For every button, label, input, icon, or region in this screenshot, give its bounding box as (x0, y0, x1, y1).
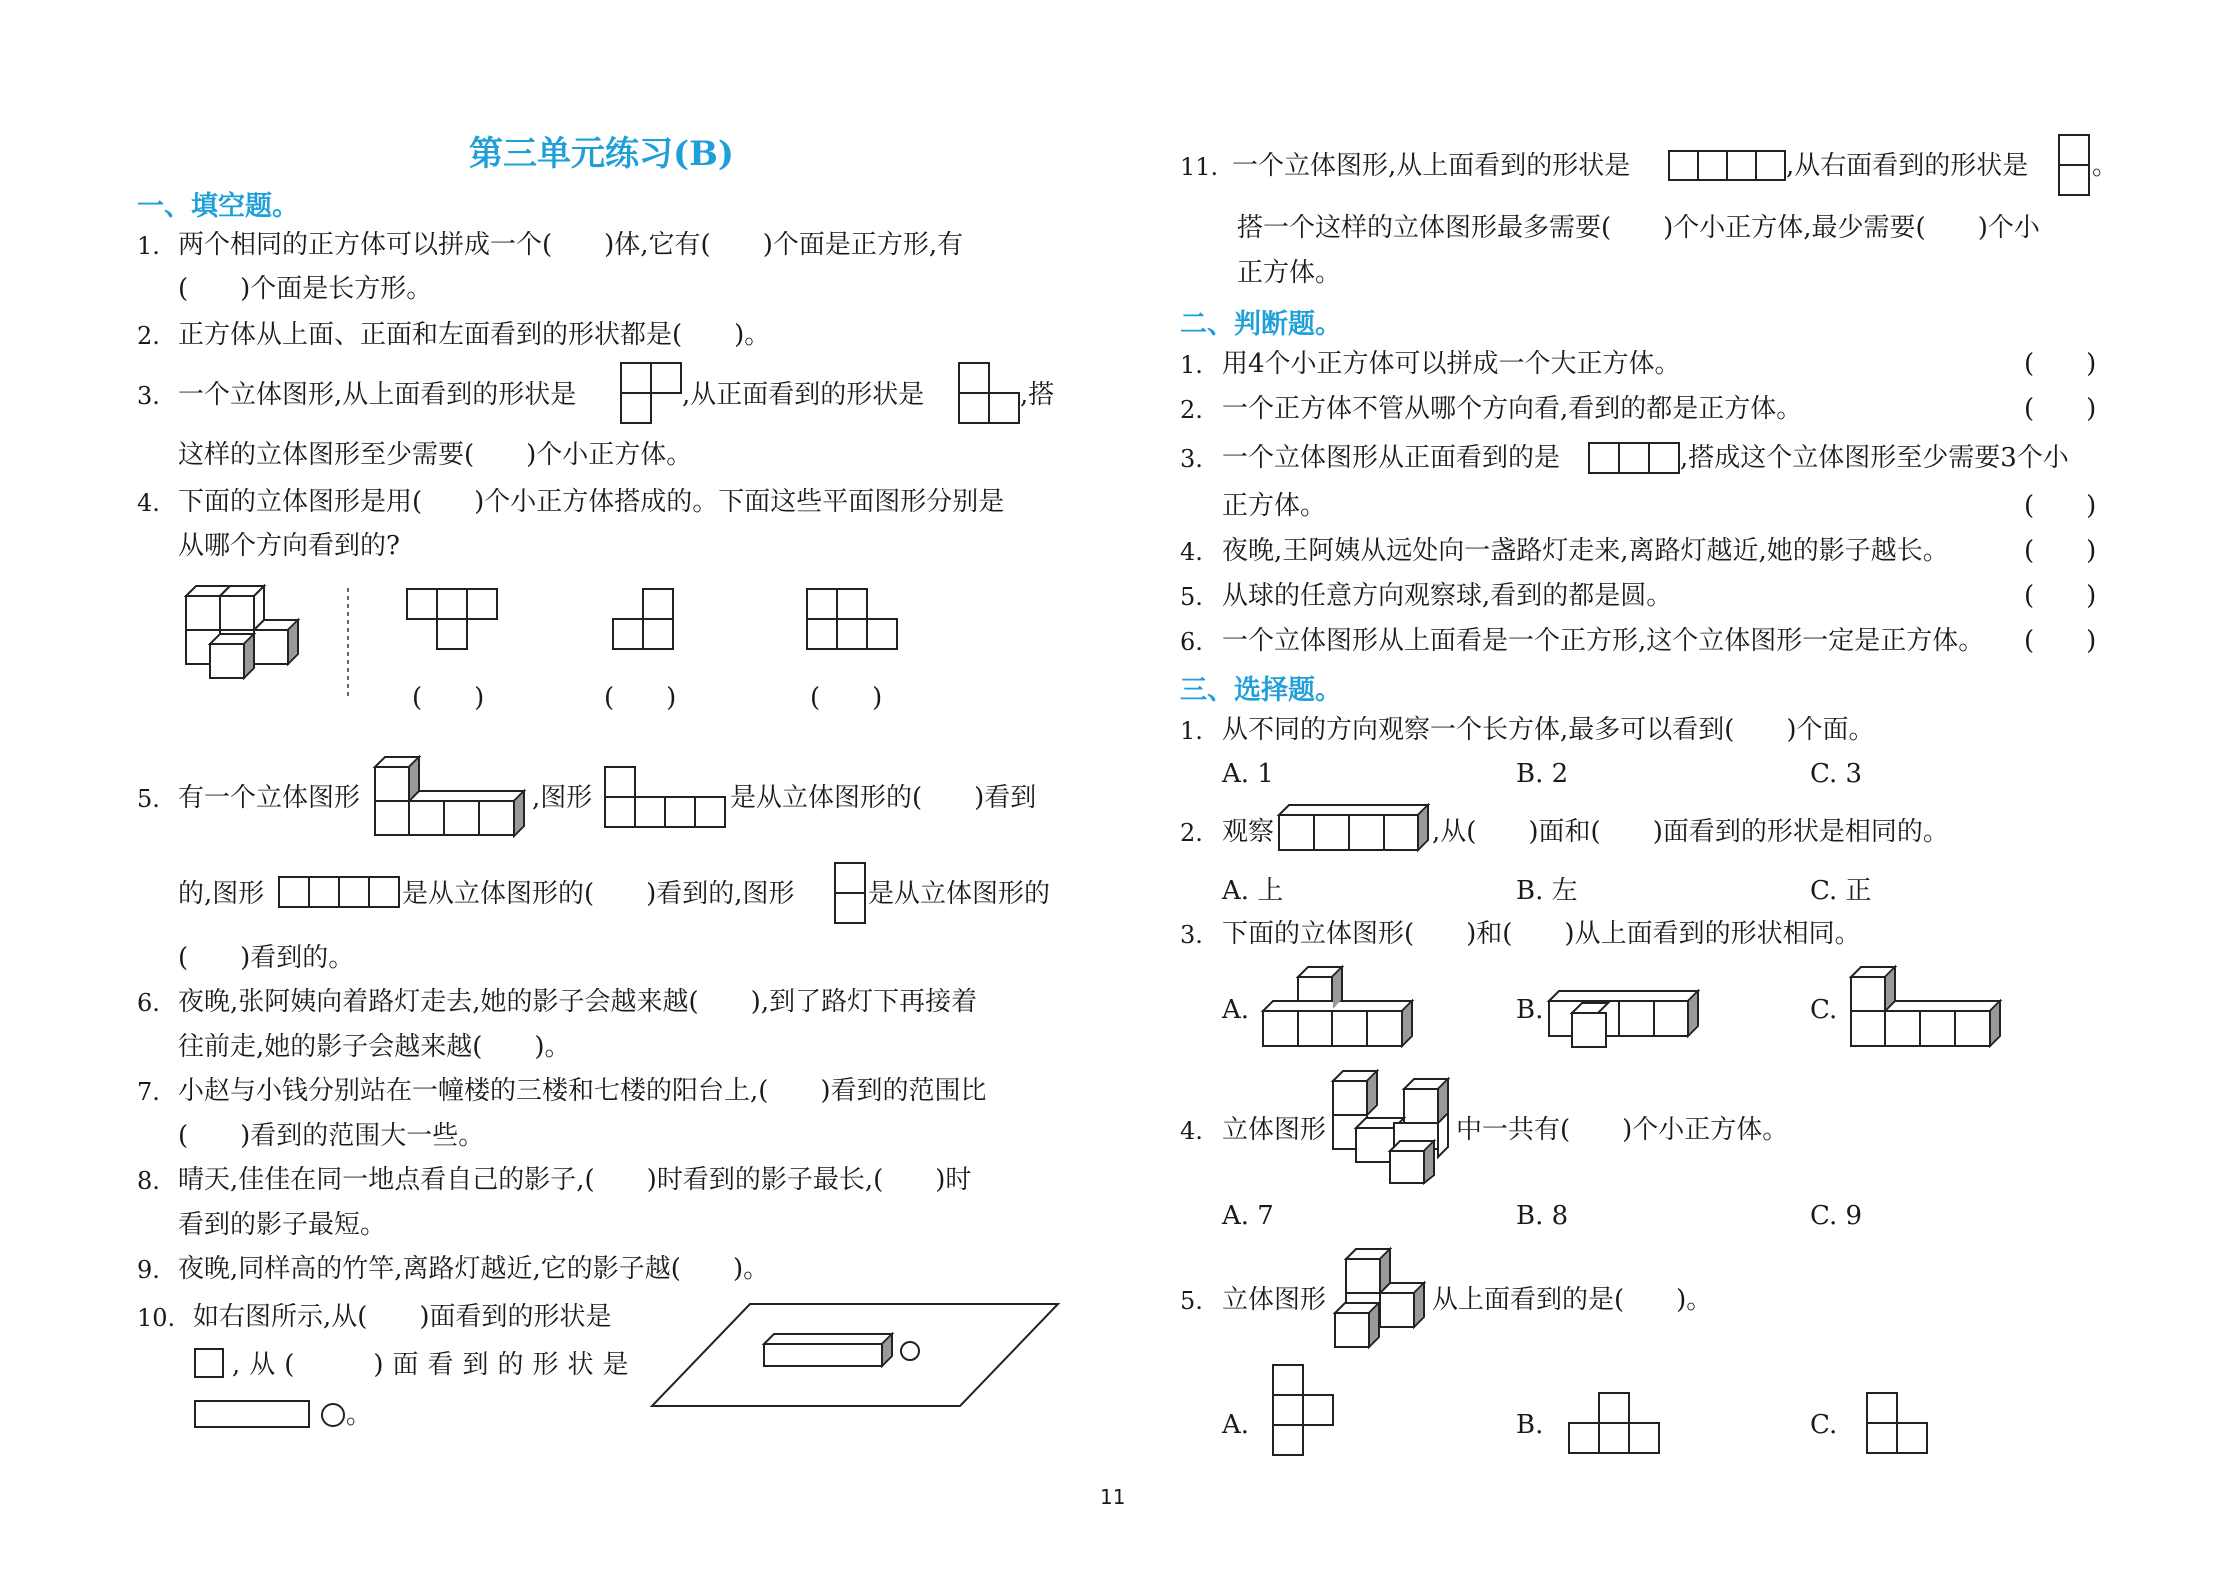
dashed-divider (346, 588, 350, 700)
choice-q1-option-c[interactable]: C. 3 (1810, 759, 1863, 789)
q11-top-view-figure (1668, 150, 1786, 182)
section-fill-heading: 一、填空题。 (137, 191, 299, 222)
q-number: 2. (1180, 396, 1203, 424)
q5-view-figure-2 (278, 876, 400, 908)
q4-answer-blank-3[interactable]: ( ) (810, 683, 883, 713)
choice-q5-figure-a (1272, 1364, 1336, 1458)
fill-q11-line3: 正方体。 (1237, 258, 1342, 288)
fill-q10-line2: ,从( )面看到的形状是 (232, 1350, 638, 1380)
choice-q4-option-b[interactable]: B. 8 (1516, 1201, 1569, 1231)
q10-circle-shape (320, 1402, 346, 1428)
judge-q3-front-view-figure (1588, 442, 1680, 474)
choice-q3-option-a[interactable]: A. (1222, 995, 1250, 1025)
choice-q1: 从不同的方向观察一个长方体,最多可以看到( )个面。 (1222, 715, 1875, 745)
fill-q8-line2: 看到的影子最短。 (178, 1210, 387, 1240)
choice-q5-option-c[interactable]: C. (1810, 1410, 1838, 1440)
choice-q5-option-a[interactable]: A. (1222, 1410, 1250, 1440)
choice-q5-part2: 从上面看到的是( )。 (1432, 1285, 1713, 1315)
q10-scene-figure (650, 1300, 1060, 1410)
fill-q3-line2: 这样的立体图形至少需要( )个小正方体。 (178, 440, 693, 470)
q5-solid-figure (374, 756, 530, 842)
fill-q4-line1: 下面的立体图形是用( )个小正方体搭成的。下面这些平面图形分别是 (178, 487, 1005, 517)
fill-q7-line1: 小赵与小钱分别站在一幢楼的三楼和七楼的阳台上,( )看到的范围比 (178, 1076, 987, 1106)
judge-q4: 夜晚,王阿姨从远处向一盏路灯走来,离路灯越近,她的影子越长。 (1222, 536, 1949, 566)
choice-q5-part1: 立体图形 (1222, 1285, 1327, 1315)
fill-q11-line2: 搭一个这样的立体图形最多需要( )个小正方体,最少需要( )个小 (1237, 213, 2040, 243)
fill-q1-line1: 两个相同的正方体可以拼成一个( )体,它有( )个面是正方形,有 (178, 230, 964, 260)
q-number: 1. (1180, 717, 1203, 745)
judge-q1: 用4个小正方体可以拼成一个大正方体。 (1222, 349, 1681, 379)
q-number: 9. (137, 1256, 160, 1284)
q4-view-figure-2 (612, 588, 676, 652)
judge-q4-paren[interactable]: ( ) (2024, 536, 2097, 566)
q-number: 4. (1180, 538, 1203, 566)
judge-q2: 一个正方体不管从哪个方向看,看到的都是正方体。 (1222, 394, 1803, 424)
q-number: 6. (1180, 628, 1203, 656)
fill-q6-line2: 往前走,她的影子会越来越( )。 (178, 1032, 571, 1062)
choice-q5-figure-c (1866, 1392, 1930, 1456)
fill-q4-line2: 从哪个方向看到的? (178, 531, 400, 561)
choice-q4-part1: 立体图形 (1222, 1115, 1327, 1145)
choice-q1-option-a[interactable]: A. 1 (1222, 759, 1274, 789)
q-number: 5. (1180, 1287, 1203, 1315)
fill-q5-line3: ( )看到的。 (178, 943, 355, 973)
choice-q4-part2: 中一共有( )个小正方体。 (1456, 1115, 1789, 1145)
q4-solid-figure (186, 586, 306, 686)
q4-answer-blank-1[interactable]: ( ) (412, 683, 485, 713)
choice-q3-figure-b (1548, 990, 1700, 1050)
q5-view-figure-1 (604, 766, 726, 828)
judge-q3-part2: ,搭成这个立体图形至少需要3个小 (1680, 443, 2069, 473)
fill-q9: 夜晚,同样高的竹竿,离路灯越近,它的影子越( )。 (178, 1254, 770, 1284)
choice-q3: 下面的立体图形( )和( )从上面看到的形状相同。 (1222, 919, 1861, 949)
fill-q11-part1: 一个立体图形,从上面看到的形状是 (1232, 151, 1631, 181)
fill-q5-part3: 是从立体图形的( )看到 (730, 783, 1037, 813)
q-number: 3. (1180, 921, 1203, 949)
judge-q5-paren[interactable]: ( ) (2024, 581, 2097, 611)
fill-q5-part1: 有一个立体图形 (178, 783, 361, 813)
choice-q3-figure-c (1850, 966, 2002, 1050)
judge-q6: 一个立体图形从上面看是一个正方形,这个立体图形一定是正方体。 (1222, 626, 1985, 656)
fill-q8-line1: 晴天,佳佳在同一地点看自己的影子,( )时看到的影子最长,( )时 (178, 1165, 972, 1195)
q10-rectangle-shape (194, 1400, 312, 1430)
q-number: 4. (1180, 1117, 1203, 1145)
fill-q1-line2: ( )个面是长方形。 (178, 274, 433, 304)
q-number: 4. (137, 489, 160, 517)
fill-q3-part2: ,从正面看到的形状是 (682, 380, 925, 410)
page-title: 第三单元练习(B) (469, 134, 734, 174)
q3-front-view-figure (958, 362, 1020, 424)
choice-q3-option-c[interactable]: C. (1810, 995, 1838, 1025)
q-number: 3. (137, 382, 160, 410)
fill-q3-part1: 一个立体图形,从上面看到的形状是 (178, 380, 577, 410)
judge-q3-part1: 一个立体图形从正面看到的是 (1222, 443, 1561, 473)
page-number: 11 (1100, 1485, 1126, 1509)
choice-q2-option-c[interactable]: C. 正 (1810, 876, 1872, 906)
choice-q2-part1: 观察 (1222, 817, 1275, 847)
choice-q5-figure-b (1568, 1392, 1662, 1456)
fill-q11-part3: 。 (2092, 151, 2119, 181)
q-number: 2. (137, 322, 160, 350)
judge-q3-line2: 正方体。 (1222, 491, 1327, 521)
q4-view-figure-1 (406, 588, 500, 650)
judge-q5: 从球的任意方向观察球,看到的都是圆。 (1222, 581, 1673, 611)
q-number: 1. (137, 232, 160, 260)
choice-q2-part2: ,从( )面和( )面看到的形状是相同的。 (1432, 817, 1949, 847)
q-number: 5. (137, 785, 160, 813)
fill-q5-part2: ,图形 (532, 783, 593, 813)
q-number: 6. (137, 989, 160, 1017)
q-number: 2. (1180, 819, 1203, 847)
fill-q10-line3: 。 (346, 1400, 373, 1430)
choice-q3-figure-a (1262, 966, 1414, 1050)
q-number: 3. (1180, 445, 1203, 473)
q-number: 8. (137, 1167, 160, 1195)
q4-answer-blank-2[interactable]: ( ) (604, 683, 677, 713)
fill-q6-line1: 夜晚,张阿姨向着路灯走去,她的影子会越来越( ),到了路灯下再接着 (178, 987, 978, 1017)
choice-q5-option-b[interactable]: B. (1516, 1410, 1544, 1440)
section-choice-heading: 三、选择题。 (1180, 675, 1342, 706)
fill-q10-line1: 如右图所示,从( )面看到的形状是 (193, 1302, 612, 1332)
choice-q2-option-b[interactable]: B. 左 (1516, 876, 1578, 906)
choice-q2-option-a[interactable]: A. 上 (1222, 876, 1284, 906)
q5-view-figure-3 (834, 862, 866, 924)
choice-q3-option-b[interactable]: B. (1516, 995, 1544, 1025)
q3-top-view-figure (620, 362, 682, 424)
q-number: 7. (137, 1078, 160, 1106)
fill-q7-line2: ( )看到的范围大一些。 (178, 1121, 485, 1151)
judge-q3-paren[interactable]: ( ) (2024, 491, 2097, 521)
choice-q4-option-a[interactable]: A. 7 (1222, 1201, 1274, 1231)
q10-square-shape (194, 1348, 224, 1378)
section-judge-heading: 二、判断题。 (1180, 309, 1342, 340)
fill-q5-line2-part1: 的,图形 (178, 879, 265, 909)
q-number: 11. (1180, 153, 1219, 181)
fill-q3-part3: ,搭 (1020, 380, 1055, 410)
choice-q4-solid-figure (1332, 1070, 1452, 1184)
q-number: 10. (137, 1304, 176, 1332)
choice-q2-cuboid-figure (1278, 804, 1430, 852)
judge-q1-paren[interactable]: ( ) (2024, 349, 2097, 379)
judge-q2-paren[interactable]: ( ) (2024, 394, 2097, 424)
choice-q5-solid-figure (1334, 1248, 1434, 1348)
fill-q2: 正方体从上面、正面和左面看到的形状都是( )。 (178, 320, 771, 350)
q-number: 1. (1180, 351, 1203, 379)
choice-q4-option-c[interactable]: C. 9 (1810, 1201, 1863, 1231)
fill-q11-part2: ,从右面看到的形状是 (1786, 151, 2029, 181)
q4-view-figure-3 (806, 588, 900, 652)
judge-q6-paren[interactable]: ( ) (2024, 626, 2097, 656)
choice-q1-option-b[interactable]: B. 2 (1516, 759, 1569, 789)
q11-right-view-figure (2058, 134, 2090, 196)
q-number: 5. (1180, 583, 1203, 611)
fill-q5-line2-part2: 是从立体图形的( )看到的,图形 (402, 879, 795, 909)
fill-q5-line2-part3: 是从立体图形的 (868, 879, 1051, 909)
